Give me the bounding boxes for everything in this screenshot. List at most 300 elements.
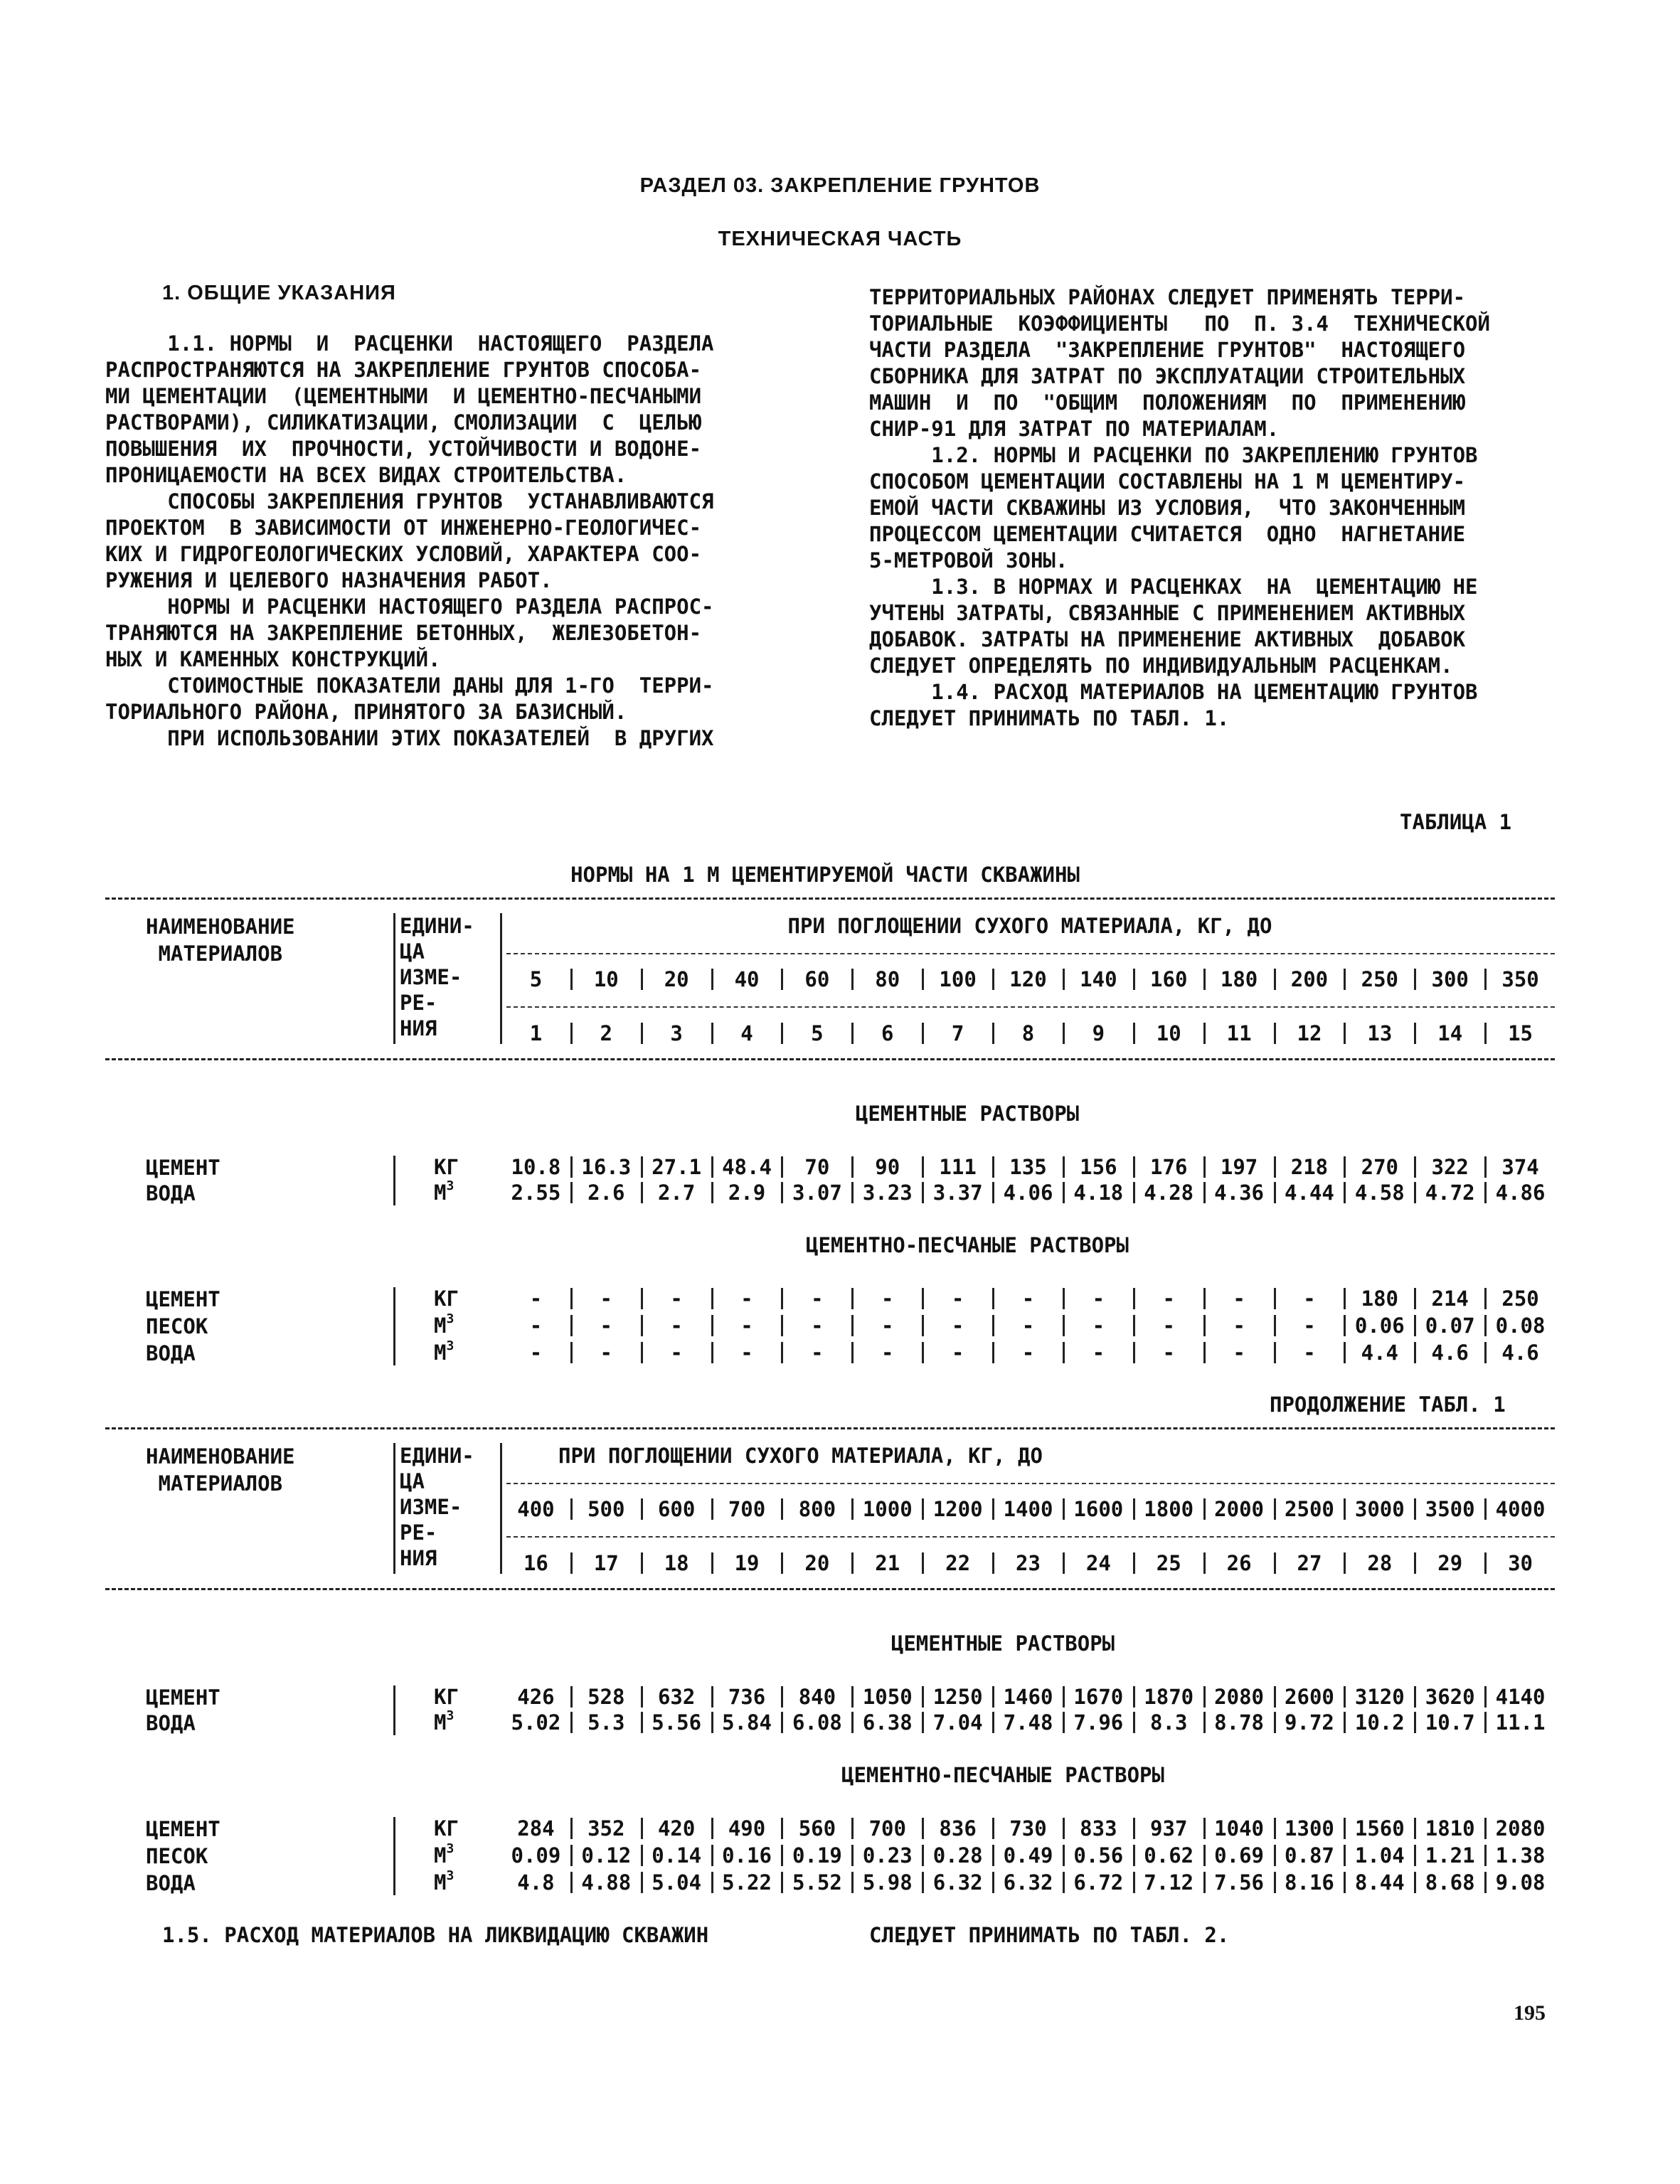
table-cell: 490 xyxy=(728,1816,766,1841)
cell-separator xyxy=(641,1818,643,1839)
table-cell: - xyxy=(1021,1314,1035,1338)
cell-separator xyxy=(1133,1845,1135,1866)
table-cell: 2.55 xyxy=(511,1181,561,1205)
table-cell: 11.1 xyxy=(1495,1710,1546,1735)
table-cell: 14 xyxy=(1437,1021,1463,1045)
cell-separator xyxy=(922,1872,924,1893)
cell-separator xyxy=(1063,1182,1065,1203)
table-cell: - xyxy=(1162,1314,1175,1338)
cell-separator xyxy=(781,1156,783,1178)
cell-separator xyxy=(1414,1156,1416,1178)
table-cell: 730 xyxy=(1009,1816,1047,1841)
table-cell: 18 xyxy=(664,1551,689,1575)
table-cell: - xyxy=(670,1314,683,1338)
footer-note-right: СЛЕДУЕТ ПРИНИМАТЬ ПО ТАБЛ. 2. xyxy=(869,1923,1230,1947)
cell-separator xyxy=(570,1023,573,1044)
cell-separator xyxy=(922,1498,924,1520)
cell-separator xyxy=(851,1498,854,1520)
table-cell: - xyxy=(670,1287,683,1311)
cell-separator xyxy=(1203,1818,1206,1839)
cell-separator xyxy=(992,1552,994,1574)
table-cell: 8.3 xyxy=(1150,1710,1188,1735)
cell-separator xyxy=(711,1288,713,1309)
table-cell: 1.21 xyxy=(1425,1843,1475,1868)
cell-separator xyxy=(992,1712,994,1733)
cell-separator xyxy=(1274,1288,1276,1309)
table-cell: 8.16 xyxy=(1285,1870,1334,1895)
table-cell: 840 xyxy=(798,1685,836,1709)
table-cell: 7.48 xyxy=(1003,1710,1053,1735)
table-cell: 3.37 xyxy=(932,1181,983,1205)
table-cell: 5.52 xyxy=(792,1870,842,1895)
cell-separator xyxy=(1484,1182,1487,1203)
cell-separator xyxy=(1344,1845,1346,1866)
t1-cs-unit-m3-water: $М^3$ xyxy=(434,1338,454,1365)
cell-separator xyxy=(1274,1156,1276,1178)
cell-separator xyxy=(781,1182,783,1203)
table-cell: 1300 xyxy=(1285,1816,1334,1841)
table-cell: 1 xyxy=(529,1021,543,1045)
table-cell: 4.06 xyxy=(1003,1181,1053,1205)
cell-separator xyxy=(570,969,573,990)
cell-separator xyxy=(1484,1686,1487,1708)
table-cell: 7 xyxy=(951,1021,964,1045)
cell-separator xyxy=(1063,1288,1065,1309)
table-cell: 180 xyxy=(1361,1287,1399,1311)
table-cell: 2080 xyxy=(1495,1816,1546,1841)
table-cell: 176 xyxy=(1150,1155,1188,1179)
cell-separator xyxy=(570,1845,573,1866)
table-cell: - xyxy=(1233,1341,1245,1365)
table-cell: 2.6 xyxy=(588,1181,625,1205)
cell-separator xyxy=(1344,1156,1346,1178)
table-cell: 30 xyxy=(1508,1551,1533,1575)
cell-separator xyxy=(922,1686,924,1708)
table-cell: 9.72 xyxy=(1285,1710,1334,1735)
cell-separator xyxy=(711,1818,713,1839)
cell-separator xyxy=(570,1712,573,1733)
cell-separator xyxy=(570,1872,573,1893)
table-cell: 2 xyxy=(600,1021,613,1045)
table-cell: 1870 xyxy=(1144,1685,1194,1709)
cell-separator xyxy=(781,1712,783,1733)
table-cell: 7.96 xyxy=(1073,1710,1124,1735)
table-cell: 20 xyxy=(664,967,689,991)
table-cell: 6.72 xyxy=(1073,1870,1124,1895)
cell-separator xyxy=(1344,1023,1346,1044)
table-cell: 4140 xyxy=(1495,1685,1546,1709)
cell-separator xyxy=(711,1552,713,1574)
t1-cs-unit-kg: КГ xyxy=(434,1287,459,1311)
cell-separator xyxy=(851,1288,854,1309)
table-cell: 160 xyxy=(1150,967,1188,991)
table-cell: 214 xyxy=(1431,1287,1469,1311)
table-cell: 11 xyxy=(1226,1021,1252,1045)
t2-cs-unit-m3-water: $М^3$ xyxy=(434,1868,454,1895)
cell-separator xyxy=(641,1686,643,1708)
table-cell: 528 xyxy=(588,1685,625,1709)
table-cell: 420 xyxy=(657,1816,696,1841)
table-cell: - xyxy=(811,1287,824,1311)
table-cell: 48.4 xyxy=(722,1155,772,1179)
table-cell: 0.56 xyxy=(1073,1843,1124,1868)
page-number: 195 xyxy=(1514,2001,1546,2025)
table-cell: - xyxy=(1021,1341,1035,1365)
table-cell: 197 xyxy=(1220,1155,1258,1179)
cell-separator xyxy=(1063,1712,1065,1733)
table-cell: 16.3 xyxy=(581,1155,632,1179)
table-cell: 200 xyxy=(1290,967,1329,991)
cell-separator xyxy=(781,1342,783,1363)
cell-separator xyxy=(1274,1182,1276,1203)
header-material-2: НАИМЕНОВАНИЕ МАТЕРИАЛОВ xyxy=(146,1444,295,1496)
table-cell: 0.28 xyxy=(932,1843,983,1868)
cell-separator xyxy=(1274,1845,1276,1866)
table-cell: 1000 xyxy=(862,1497,913,1521)
table-cell: 10.8 xyxy=(511,1155,561,1179)
cell-separator xyxy=(781,1023,783,1044)
cell-separator xyxy=(1063,969,1065,990)
cell-separator xyxy=(1414,1288,1416,1309)
cell-separator xyxy=(1484,1872,1487,1893)
table-cell: 8.78 xyxy=(1214,1710,1264,1735)
cell-separator xyxy=(922,1288,924,1309)
cell-separator xyxy=(570,1498,573,1520)
table-cell: - xyxy=(740,1287,753,1311)
cell-separator xyxy=(1133,1686,1135,1708)
t2-unit-m3: $М^3$ xyxy=(434,1708,454,1735)
table-cell: - xyxy=(529,1314,543,1338)
cell-separator xyxy=(1344,1288,1346,1309)
cell-separator xyxy=(851,1845,854,1866)
cell-separator xyxy=(1414,1182,1416,1203)
t1-unit-kg: КГ xyxy=(434,1155,459,1179)
table1b-cement-sand-label: ЦЕМЕНТНО-ПЕСЧАНЫЕ РАСТВОРЫ xyxy=(841,1763,1164,1787)
table-cell: 0.07 xyxy=(1425,1314,1475,1338)
cell-separator xyxy=(1063,1845,1065,1866)
table-cell: 156 xyxy=(1080,1155,1117,1179)
cell-separator xyxy=(851,969,854,990)
cell-separator xyxy=(1484,1498,1487,1520)
cell-separator xyxy=(570,1686,573,1708)
table-cell: 5.84 xyxy=(722,1710,772,1735)
cell-separator xyxy=(922,1156,924,1178)
continuation-label: ПРОДОЛЖЕНИЕ ТАБЛ. 1 xyxy=(1270,1392,1506,1417)
table-cell: 2500 xyxy=(1285,1497,1334,1521)
cell-separator xyxy=(1484,969,1487,990)
table-cell: - xyxy=(1233,1314,1245,1338)
cell-separator xyxy=(641,1182,643,1203)
cell-separator xyxy=(1203,1872,1206,1893)
cell-separator xyxy=(1203,1552,1206,1574)
table-cell: 2000 xyxy=(1214,1497,1264,1521)
table-cell: 10 xyxy=(593,967,619,991)
cell-separator xyxy=(1203,1845,1206,1866)
t1-cs-sand-label: ПЕСОК xyxy=(146,1314,208,1338)
cell-separator xyxy=(641,1315,643,1336)
table-cell: 600 xyxy=(657,1497,696,1521)
cell-separator xyxy=(1414,1845,1416,1866)
subtitle: ТЕХНИЧЕСКАЯ ЧАСТЬ xyxy=(718,228,962,250)
table-cell: 180 xyxy=(1220,967,1258,991)
cell-separator xyxy=(781,1498,783,1520)
cell-separator xyxy=(641,1342,643,1363)
t2-cs-unit-m3-sand: $М^3$ xyxy=(434,1841,454,1868)
table-cell: 4.86 xyxy=(1495,1181,1546,1205)
table-cell: 60 xyxy=(804,967,830,991)
table-cell: - xyxy=(1303,1314,1316,1338)
table-cell: 5 xyxy=(811,1021,824,1045)
cell-separator xyxy=(1203,969,1206,990)
table-cell: 352 xyxy=(588,1816,625,1841)
cell-separator xyxy=(1063,1818,1065,1839)
cell-separator xyxy=(641,1023,643,1044)
cell-separator xyxy=(922,1818,924,1839)
table-cell: 374 xyxy=(1501,1155,1539,1179)
cell-separator xyxy=(1203,1288,1206,1309)
cell-separator xyxy=(1414,1818,1416,1839)
table-cell: 6.32 xyxy=(1003,1870,1053,1895)
table-cell: - xyxy=(529,1287,543,1311)
table-cell: 1560 xyxy=(1354,1816,1405,1841)
cell-separator xyxy=(1274,969,1276,990)
cell-separator xyxy=(1063,1872,1065,1893)
section-title: РАЗДЕЛ 03. ЗАКРЕПЛЕНИЕ ГРУНТОВ xyxy=(639,174,1041,197)
table-cell: 10.7 xyxy=(1425,1710,1475,1735)
cell-separator xyxy=(570,1552,573,1574)
table-cell: 937 xyxy=(1150,1816,1188,1841)
table1b-cement-solutions-label: ЦЕМЕНТНЫЕ РАСТВОРЫ xyxy=(890,1631,1115,1656)
cell-separator xyxy=(781,1552,783,1574)
right-column-text: ТЕРРИТОРИАЛЬНЫХ РАЙОНАХ СЛЕДУЕТ ПРИМЕНЯТЬ ТЕРРИ- ТОРИАЛЬНЫЕ КОЭФФИЦИЕНТЫ ПО П. 3.4 ТЕХНИЧЕСКОЙ ЧАСТИ РАЗДЕЛА "ЗАКРЕПЛЕНИЕ ГРУНТОВ" НАСТОЯЩЕГО СБОРНИКА ДЛЯ ЗАТРАТ ПО ЭКСПЛУАТАЦИИ СТРОИТЕЛЬНЫХ МАШИН И ПО "ОБЩИМ ПОЛОЖЕНИЯМ ПО ПРИМЕНЕНИЮ СНИР-91 ДЛЯ ЗАТРАТ ПО МАТЕРИАЛАМ. 1.2. НОРМЫ И РАСЦЕНКИ ПО ЗАКРЕПЛЕНИЮ ГРУНТОВ СПОСОБОМ ЦЕМЕНТАЦИИ СОСТАВЛЕНЫ НА 1 М ЦЕМЕНТИРУ- ЕМОЙ ЧАСТИ СКВАЖИНЫ ИЗ УСЛОВИЯ, ЧТО ЗАКОНЧЕННЫМ ПРОЦЕССОМ ЦЕМЕНТАЦИИ СЧИТАЕТСЯ ОДНО НАГНЕТАНИЕ 5-МЕТРОВОЙ ЗОНЫ. 1.3. В НОРМАХ И РАСЦЕНКАХ НА ЦЕМЕНТАЦИЮ НЕ УЧТЕНЫ ЗАТРАТЫ, СВЯЗАННЫЕ С ПРИМЕНЕНИЕМ АКТИВНЫХ ДОБАВОК. ЗАТРАТЫ НА ПРИМЕНЕНИЕ АКТИВНЫХ ДОБАВОК СЛЕДУЕТ ОПРЕДЕЛЯТЬ ПО ИНДИВИДУАЛЬНЫМ РАСЦЕНКАМ. 1.4. РАСХОД МАТЕРИАЛОВ НА ЦЕМЕНТАЦИЮ ГРУНТОВ СЛЕДУЕТ ПРИНИМАТЬ ПО ТАБЛ. 1. xyxy=(869,285,1490,730)
table-cell: 1.04 xyxy=(1354,1843,1405,1868)
table-cell: 1600 xyxy=(1073,1497,1124,1521)
cell-separator xyxy=(1133,1023,1135,1044)
table-cell: 1400 xyxy=(1003,1497,1053,1521)
cell-separator xyxy=(570,1315,573,1336)
table-cell: 1200 xyxy=(932,1497,983,1521)
table-cell: 24 xyxy=(1085,1551,1111,1575)
table-cell: 1040 xyxy=(1214,1816,1264,1841)
cell-separator xyxy=(1484,1342,1487,1363)
table-cell: 1250 xyxy=(932,1685,983,1709)
table-cell: 632 xyxy=(657,1685,696,1709)
table-cell: - xyxy=(1303,1341,1316,1365)
cell-separator xyxy=(570,1182,573,1203)
table-cell: 23 xyxy=(1016,1551,1041,1575)
table-cell: 3.07 xyxy=(792,1181,842,1205)
cell-separator xyxy=(641,1156,643,1178)
cell-separator xyxy=(1274,1023,1276,1044)
cell-separator xyxy=(1203,1686,1206,1708)
cell-separator xyxy=(1063,1498,1065,1520)
table-cell: 120 xyxy=(1009,967,1047,991)
cell-separator xyxy=(1414,1712,1416,1733)
table-cell: - xyxy=(740,1314,753,1338)
cell-separator xyxy=(570,1818,573,1839)
table-cell: - xyxy=(670,1341,683,1365)
table-cell: 3.23 xyxy=(862,1181,913,1205)
cell-separator xyxy=(781,969,783,990)
table-cell: 27 xyxy=(1297,1551,1322,1575)
header-unit-2: ЕДИНИ- ЦА ИЗМЕ- РЕ- НИЯ xyxy=(400,1444,474,1570)
cell-separator xyxy=(781,1845,783,1866)
table-cell: 3620 xyxy=(1425,1685,1475,1709)
table-cell: 9 xyxy=(1092,1021,1105,1045)
table-cell: 8 xyxy=(1021,1021,1035,1045)
table-cell: 19 xyxy=(734,1551,760,1575)
cell-separator xyxy=(1344,1712,1346,1733)
table-cell: - xyxy=(951,1341,964,1365)
cell-separator xyxy=(1414,969,1416,990)
cell-separator xyxy=(1063,1315,1065,1336)
table-cell: 500 xyxy=(588,1497,625,1521)
table-cell: 40 xyxy=(734,967,760,991)
table-cell: - xyxy=(529,1341,543,1365)
t2-water-label: ВОДА xyxy=(146,1711,196,1735)
cell-separator xyxy=(1344,1182,1346,1203)
cell-separator xyxy=(781,1288,783,1309)
table-cell: 7.04 xyxy=(932,1710,983,1735)
cell-separator xyxy=(851,1552,854,1574)
cell-separator xyxy=(1203,1498,1206,1520)
cell-separator xyxy=(851,1712,854,1733)
cell-separator xyxy=(1133,1818,1135,1839)
t1-water-label: ВОДА xyxy=(146,1181,196,1205)
table-cell: 4.4 xyxy=(1361,1341,1399,1365)
table-cell: 70 xyxy=(804,1155,830,1179)
cell-separator xyxy=(992,1182,994,1203)
cell-separator xyxy=(992,1023,994,1044)
cell-separator xyxy=(1133,1315,1135,1336)
cell-separator xyxy=(1203,1182,1206,1203)
cell-separator xyxy=(641,1498,643,1520)
cell-separator xyxy=(1203,1023,1206,1044)
table-cell: - xyxy=(600,1287,613,1311)
cell-separator xyxy=(1484,1552,1487,1574)
cell-separator xyxy=(851,1686,854,1708)
t1-cement-label: ЦЕМЕНТ xyxy=(146,1156,220,1180)
table-cell: - xyxy=(811,1341,824,1365)
cell-separator xyxy=(1344,1552,1346,1574)
table-cell: 1.38 xyxy=(1495,1843,1546,1868)
cell-separator xyxy=(1344,969,1346,990)
table-cell: 1800 xyxy=(1144,1497,1194,1521)
cell-separator xyxy=(781,1818,783,1839)
cell-separator xyxy=(1344,1498,1346,1520)
header-unit: ЕДИНИ- ЦА ИЗМЕ- РЕ- НИЯ xyxy=(400,914,474,1040)
cell-separator xyxy=(1484,1156,1487,1178)
table-cell: 10 xyxy=(1156,1021,1181,1045)
table-cell: 700 xyxy=(728,1497,766,1521)
table-cell: 2.9 xyxy=(728,1181,766,1205)
cell-separator xyxy=(1344,1315,1346,1336)
table-cell: 140 xyxy=(1080,967,1117,991)
cell-separator xyxy=(1274,1342,1276,1363)
cell-separator xyxy=(1344,1686,1346,1708)
table-cell: 0.19 xyxy=(792,1843,842,1868)
table-cell: 700 xyxy=(868,1816,906,1841)
cell-separator xyxy=(992,1288,994,1309)
table-cell: - xyxy=(1162,1341,1175,1365)
footer-note-left: 1.5. РАСХОД МАТЕРИАЛОВ НА ЛИКВИДАЦИЮ СКВАЖИН xyxy=(162,1923,709,1947)
table-cell: - xyxy=(600,1314,613,1338)
t1-cs-unit-m3-sand: $М^3$ xyxy=(434,1311,454,1338)
cell-separator xyxy=(922,969,924,990)
table-cell: 4 xyxy=(740,1021,753,1045)
cell-separator xyxy=(851,1818,854,1839)
table1-title: НОРМЫ НА 1 М ЦЕМЕНТИРУЕМОЙ ЧАСТИ СКВАЖИНЫ xyxy=(570,863,1080,887)
t1-cs-water-label: ВОДА xyxy=(146,1341,196,1365)
table-cell: 4.18 xyxy=(1073,1181,1124,1205)
cell-separator xyxy=(1133,1288,1135,1309)
table-cell: 8.44 xyxy=(1354,1870,1405,1895)
cell-separator xyxy=(570,1156,573,1178)
table-cell: 0.23 xyxy=(862,1843,913,1868)
table-cell: 836 xyxy=(939,1816,977,1841)
cell-separator xyxy=(1414,1498,1416,1520)
header-material: НАИМЕНОВАНИЕ МАТЕРИАЛОВ xyxy=(146,915,295,966)
cell-separator xyxy=(1484,1288,1487,1309)
table-cell: 3 xyxy=(670,1021,683,1045)
cell-separator xyxy=(1203,1712,1206,1733)
cell-separator xyxy=(1203,1342,1206,1363)
table-cell: - xyxy=(1162,1287,1175,1311)
table-cell: 6.08 xyxy=(792,1710,842,1735)
table-cell: 250 xyxy=(1501,1287,1539,1311)
cell-separator xyxy=(711,1156,713,1178)
table-cell: 0.14 xyxy=(652,1843,702,1868)
table-cell: 1810 xyxy=(1425,1816,1475,1841)
cell-separator xyxy=(851,1872,854,1893)
cell-separator xyxy=(1414,1023,1416,1044)
cell-separator xyxy=(992,1845,994,1866)
t2-unit-kg: КГ xyxy=(434,1685,459,1709)
table-cell: 4.6 xyxy=(1431,1341,1469,1365)
table-cell: 15 xyxy=(1508,1021,1533,1045)
t2-cs-sand-label: ПЕСОК xyxy=(146,1844,208,1868)
cell-separator xyxy=(1484,1712,1487,1733)
cell-separator xyxy=(711,1845,713,1866)
table-cell: 4000 xyxy=(1495,1497,1546,1521)
table-cell: 111 xyxy=(939,1155,977,1179)
cell-separator xyxy=(711,1686,713,1708)
table-cell: - xyxy=(1233,1287,1245,1311)
cell-separator xyxy=(922,1552,924,1574)
cell-separator xyxy=(851,1315,854,1336)
table-cell: 5.04 xyxy=(652,1870,702,1895)
cell-separator xyxy=(1344,1342,1346,1363)
cell-separator xyxy=(851,1342,854,1363)
table-cell: 5.56 xyxy=(652,1710,702,1735)
cell-separator xyxy=(1484,1315,1487,1336)
cell-separator xyxy=(1414,1872,1416,1893)
table-cell: 0.09 xyxy=(511,1843,561,1868)
table-cell: 560 xyxy=(798,1816,836,1841)
table-cell: 0.16 xyxy=(722,1843,772,1868)
cell-separator xyxy=(992,1342,994,1363)
cell-separator xyxy=(1203,1156,1206,1178)
cell-separator xyxy=(1133,969,1135,990)
table-cell: 26 xyxy=(1226,1551,1252,1575)
table-cell: 2080 xyxy=(1214,1685,1264,1709)
cell-separator xyxy=(1063,1156,1065,1178)
cell-separator xyxy=(1344,1818,1346,1839)
table-cell: 0.06 xyxy=(1354,1314,1405,1338)
cell-separator xyxy=(1203,1315,1206,1336)
table-cell: 270 xyxy=(1361,1155,1399,1179)
cell-separator xyxy=(781,1686,783,1708)
